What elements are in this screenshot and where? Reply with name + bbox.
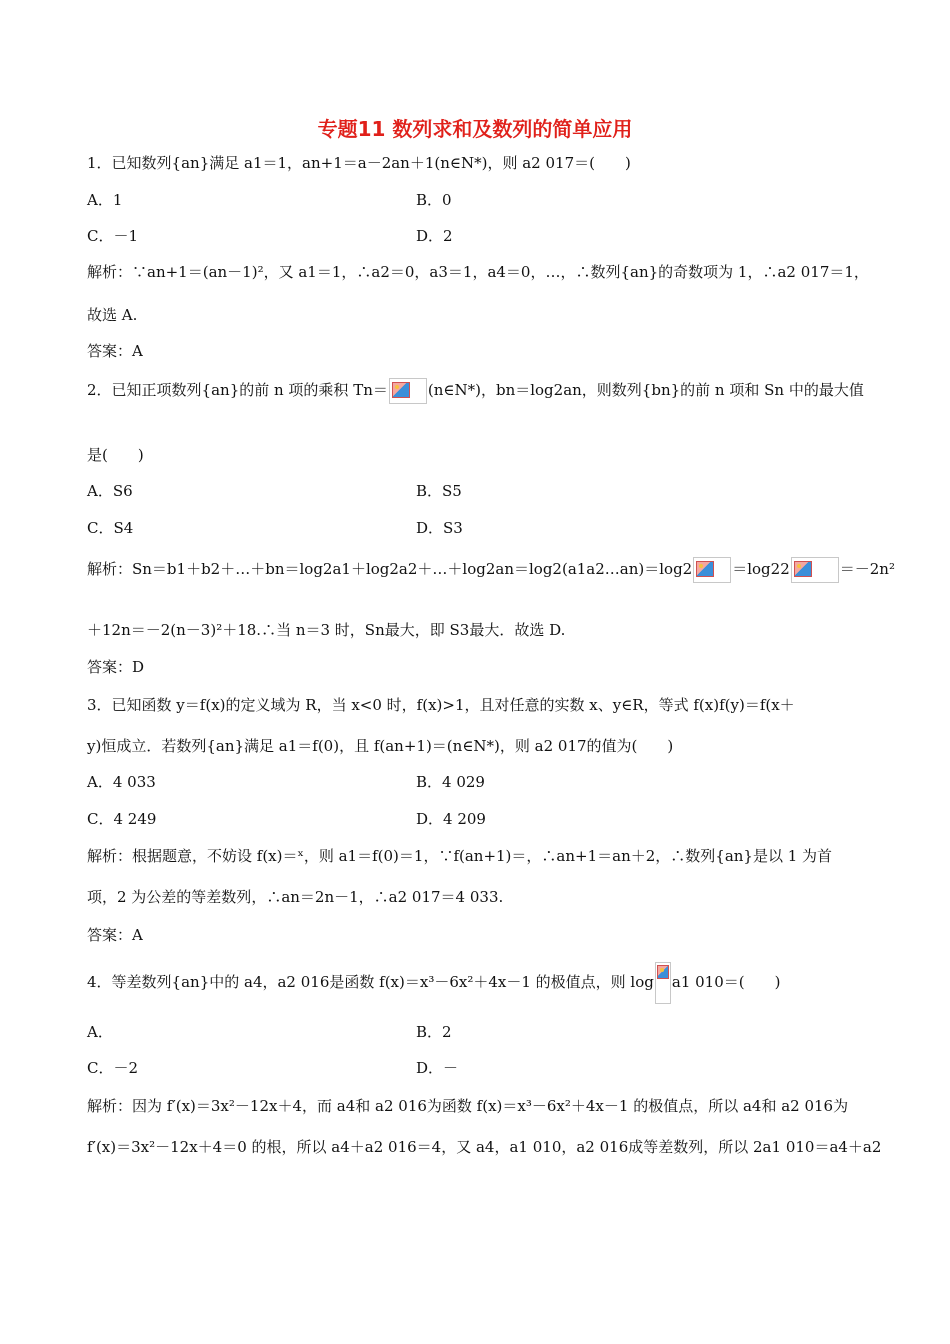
formula-image-icon <box>389 378 427 404</box>
q2-option-a: A．S6 <box>87 482 133 500</box>
formula-image-icon <box>693 557 731 583</box>
q1-analysis-line1: 解析：∵an+1＝(an－1)²，又 a1＝1，∴a2＝0，a3＝1，a4＝0，…，∴数列{an}的奇数项为 1，∴a2 017＝1， <box>87 263 869 281</box>
q4-option-d: D．－ <box>416 1059 459 1077</box>
q3-stem-line1: 3．已知函数 y＝f(x)的定义域为 R，当 x<0 时，f(x)>1，且对任意的实数 x、y∈R，等式 f(x)f(y)＝f(x＋ <box>87 696 795 714</box>
q4-analysis-line1: 解析：因为 f′(x)＝3x²－12x＋4，而 a4和 a2 016为函数 f(x)＝x³－6x²＋4x－1 的极值点，所以 a4和 a2 016为 <box>87 1097 849 1115</box>
q1-option-b: B．0 <box>416 191 452 209</box>
q3-option-b: B．4 029 <box>416 773 485 791</box>
formula-image-icon <box>791 557 839 583</box>
q4-stem <box>87 962 867 1004</box>
q2-option-d: D．S3 <box>416 519 463 537</box>
q1-option-c: C．－1 <box>87 227 139 245</box>
q2-option-c: C．S4 <box>87 519 134 537</box>
q4-option-b: B．2 <box>416 1023 452 1041</box>
q1-answer: 答案：A <box>87 342 143 360</box>
q3-analysis-line1: 解析：根据题意，不妨设 f(x)＝ˣ，则 a1＝f(0)＝1，∵f(an+1)＝，∴an+1＝an＋2，∴数列{an}是以 1 为首 <box>87 847 833 865</box>
formula-image-icon <box>655 962 671 1004</box>
q4-option-c: C．－2 <box>87 1059 139 1077</box>
q2-analysis-line2: ＋12n＝－2(n－3)²＋18.∴当 n＝3 时，Sn最大，即 S3最大．故选 D. <box>87 621 566 639</box>
q1-option-a: A．1 <box>87 191 123 209</box>
q1-stem: 1．已知数列{an}满足 a1＝1，an+1＝a－2an＋1(n∈N*)，则 a2 017＝( ) <box>87 154 631 172</box>
q3-analysis-line2: 项，2 为公差的等差数列，∴an＝2n－1，∴a2 017＝4 033. <box>87 888 504 906</box>
q3-option-c: C．4 249 <box>87 810 157 828</box>
q4-option-a: A． <box>87 1023 113 1041</box>
q4-stem-part2: a1 010＝( ) <box>671 973 781 991</box>
q2-analysis-part3: ＝－2n² <box>839 560 895 578</box>
q4-analysis-line2: f′(x)＝3x²－12x＋4＝0 的根，所以 a4＋a2 016＝4，又 a4，a1 010，a2 016成等差数列，所以 2a1 010＝a4＋a2 <box>87 1138 882 1156</box>
q2-stem-line2: 是( ) <box>87 446 144 464</box>
q2-analysis-line1 <box>87 557 895 583</box>
q1-option-d: D．2 <box>416 227 453 245</box>
q2-answer: 答案：D <box>87 658 145 676</box>
q2-analysis-part1: 解析：Sn＝b1＋b2＋…＋bn＝log2a1＋log2a2＋…＋log2an＝log2(a1a2…an)＝log2 <box>87 560 693 578</box>
q3-answer: 答案：A <box>87 926 143 944</box>
q4-stem-part1: 4．等差数列{an}中的 a4，a2 016是函数 f(x)＝x³－6x²＋4x－1 的极值点，则 log <box>87 973 654 991</box>
q3-stem-line2: y)恒成立．若数列{an}满足 a1＝f(0)，且 f(an+1)＝(n∈N*)，则 a2 017的值为( ) <box>87 737 674 755</box>
page-title: 专题11 数列求和及数列的简单应用 <box>317 117 633 141</box>
q2-stem <box>87 378 867 404</box>
q2-stem-part2: (n∈N*)，bn＝log2an，则数列{bn}的前 n 项和 Sn 中的最大值 <box>427 381 864 399</box>
q2-stem-part1: 2．已知正项数列{an}的前 n 项的乘积 Tn＝ <box>87 381 388 399</box>
q2-analysis-part2: ＝log22 <box>732 560 790 578</box>
q3-option-d: D．4 209 <box>416 810 486 828</box>
q1-analysis-line2: 故选 A. <box>87 306 138 324</box>
q2-option-b: B．S5 <box>416 482 462 500</box>
q3-option-a: A．4 033 <box>87 773 156 791</box>
